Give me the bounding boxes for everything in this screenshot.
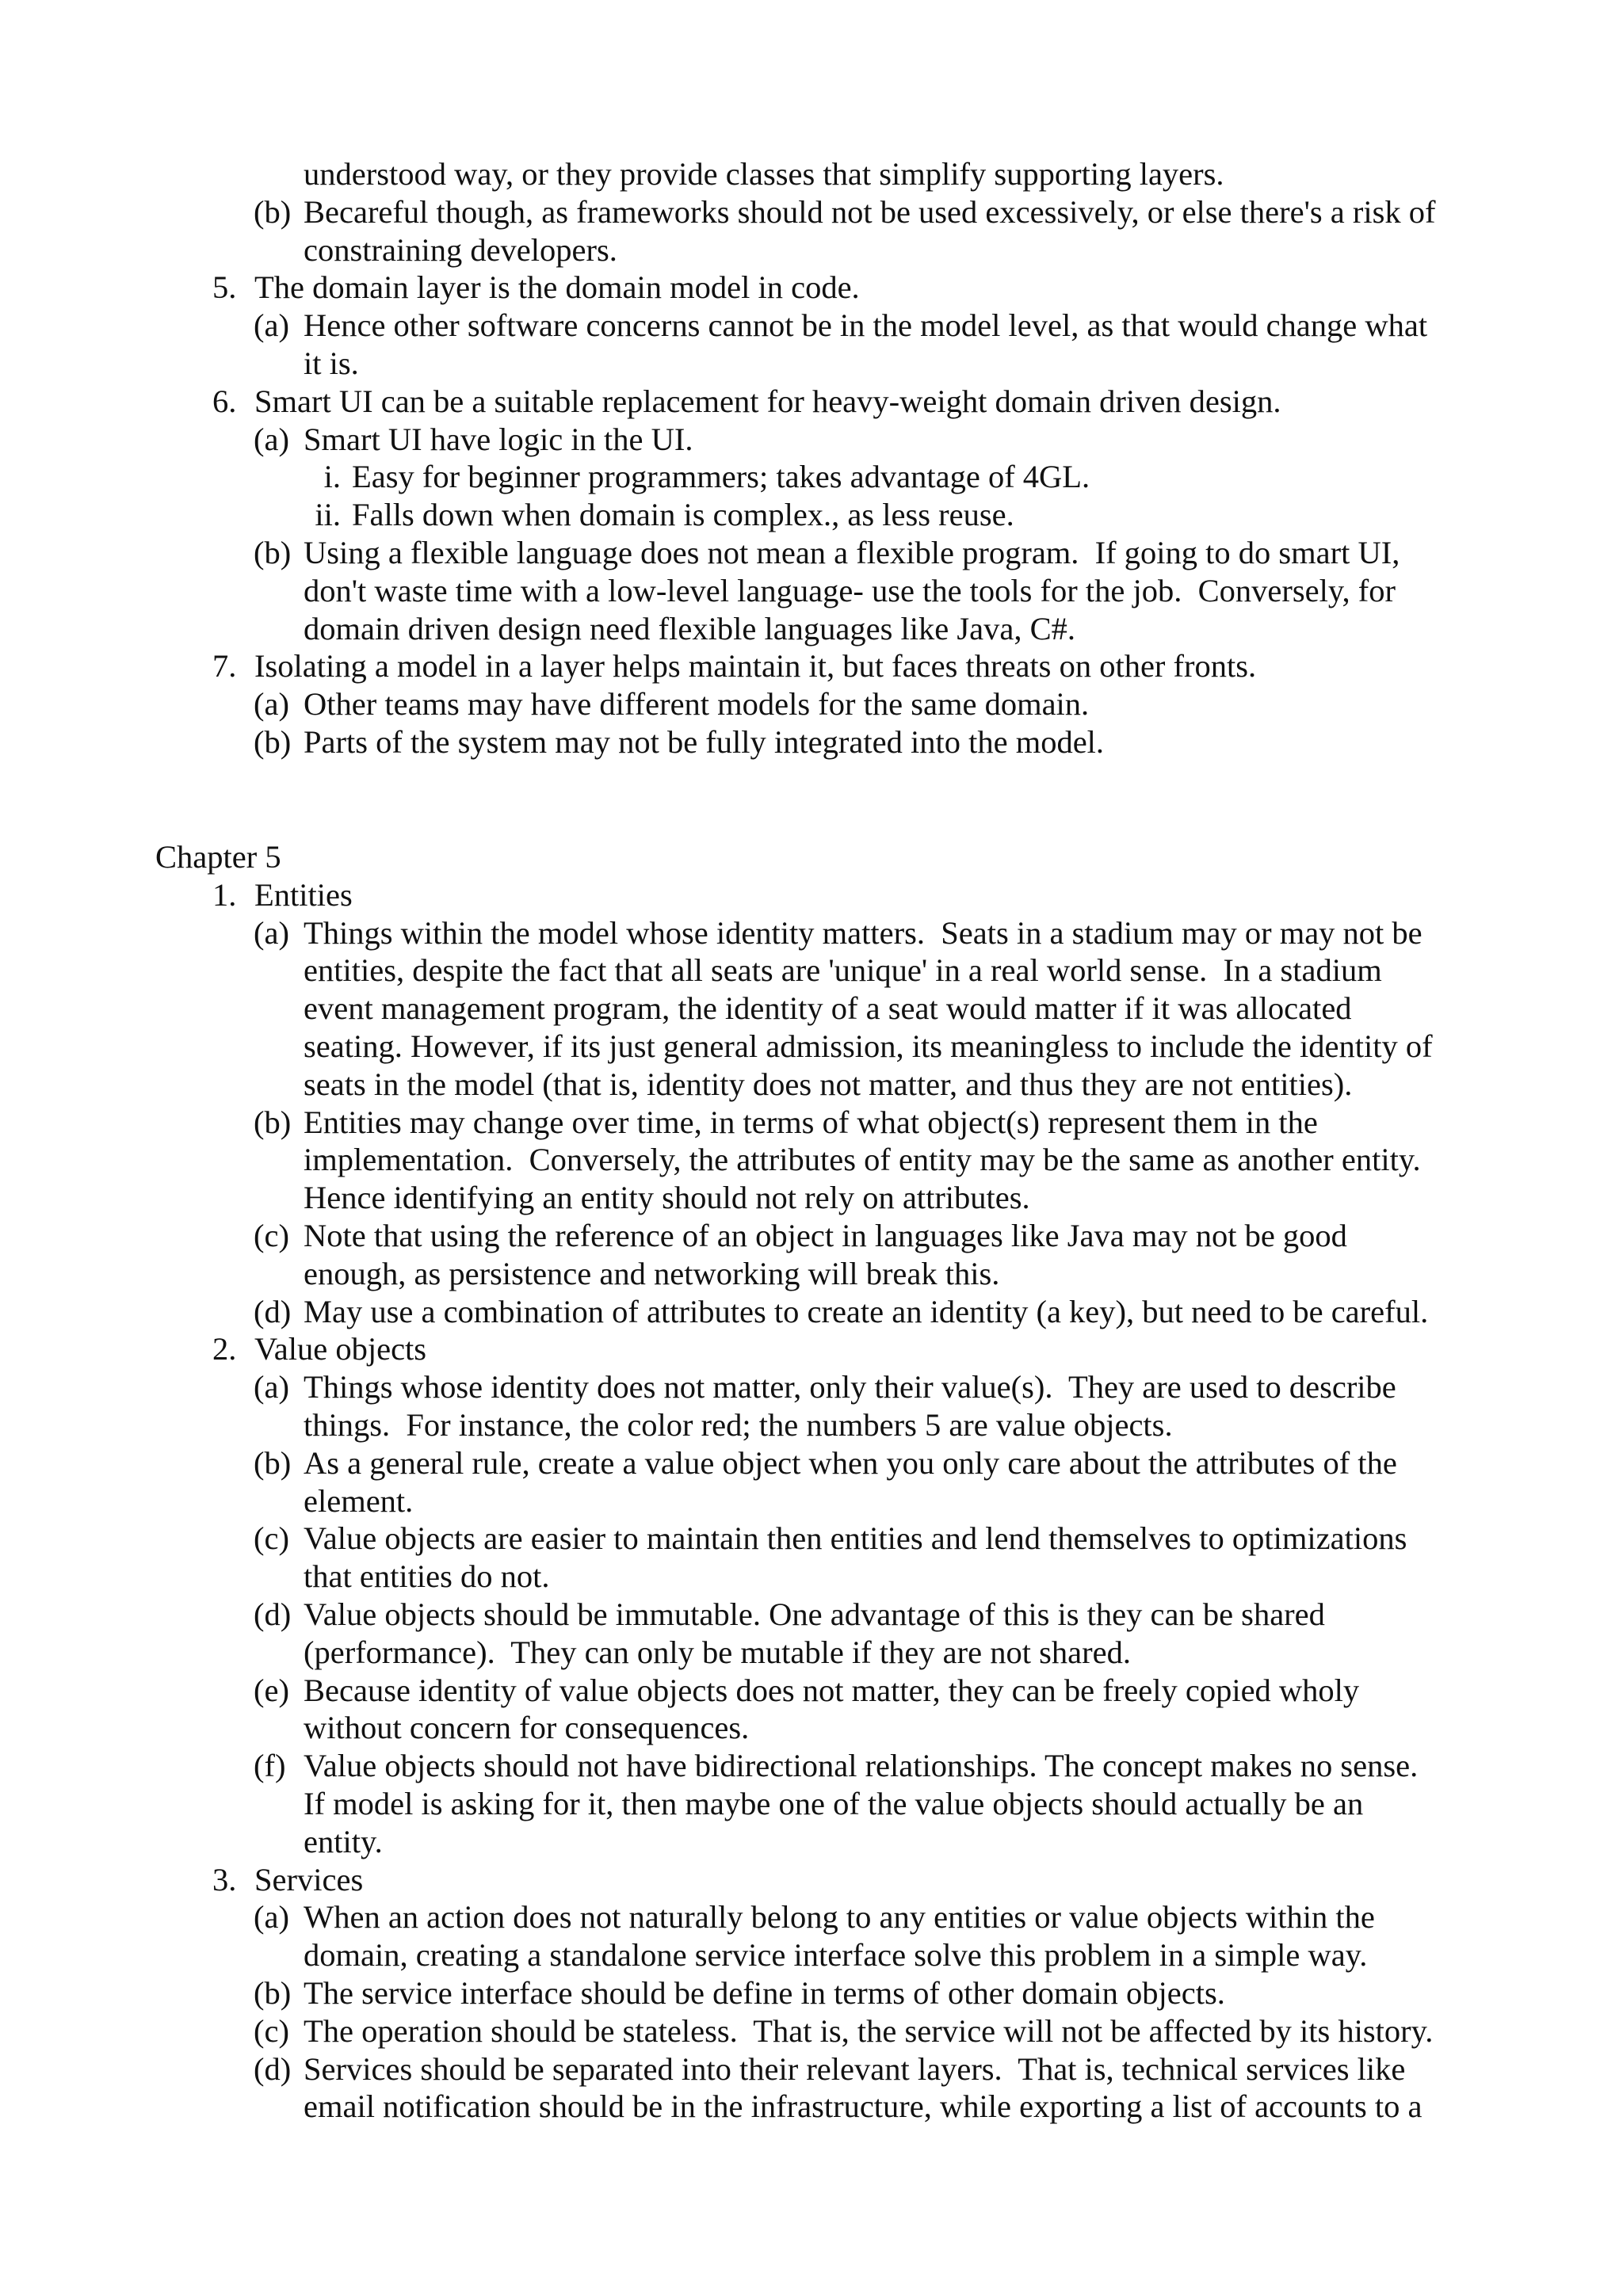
sub-item-text: email notification should be in the infrastructure, while exporting a list of accounts to a — [304, 2088, 1423, 2125]
sub-item-text: Hence identifying an entity should not rely on attributes. — [304, 1180, 1030, 1216]
sub-item-text: implementation. Conversely, the attributes of entity may be the same as another entity. — [304, 1142, 1421, 1178]
sub-item-text: event management program, the identity of a seat would matter if it was allocated — [304, 990, 1352, 1027]
roman-item-text: Easy for beginner programmers; takes advantage of 4GL. — [352, 459, 1090, 495]
numbered-item-text: Value objects — [254, 1331, 427, 1367]
sub-item-text: Services should be separated into their relevant layers. That is, technical services like — [304, 2050, 1406, 2087]
numbered-item-label: 2. — [212, 1331, 237, 1367]
sub-item-label: (a) — [254, 421, 289, 457]
sub-item-label: (c) — [254, 2012, 289, 2049]
numbered-item-text: Smart UI can be a suitable replacement for heavy-weight domain driven design. — [254, 383, 1281, 419]
sub-item-label: (a) — [254, 1369, 289, 1405]
sub-item-text: Using a flexible language does not mean a flexible program. If going to do smart UI, — [304, 535, 1400, 570]
numbered-item-text: Entities — [254, 876, 353, 913]
sub-item-text: enough, as persistence and networking will break this. — [304, 1255, 1000, 1291]
numbered-item-label: 7. — [212, 648, 237, 685]
sub-item-text: seating. However, if its just general admission, its meaningless to include the identity of — [304, 1028, 1433, 1064]
sub-item-label: (a) — [254, 914, 289, 951]
numbered-item-text: Isolating a model in a layer helps maintain it, but faces threats on other fronts. — [254, 648, 1257, 685]
sub-item-text: entities, despite the fact that all seats are 'unique' in a real world sense. In a stadium — [304, 952, 1382, 989]
sub-item-text: element. — [304, 1482, 414, 1519]
sub-item-text: Smart UI have logic in the UI. — [304, 421, 693, 457]
sub-item-text: Value objects should not have bidirectional relationships. The concept makes no sense. — [304, 1748, 1419, 1784]
sub-item-label: (b) — [254, 724, 292, 760]
sub-item-text: Things whose identity does not matter, only their value(s). They are used to describe — [304, 1369, 1396, 1405]
sub-item-text: (performance). They can only be mutable if they are not shared. — [304, 1634, 1131, 1670]
sub-item-text: domain driven design need flexible languages like Java, C#. — [304, 610, 1075, 646]
sub-item-label: (a) — [254, 686, 289, 723]
sub-item-text: Value objects are easier to maintain then entities and lend themselves to optimizations — [304, 1520, 1407, 1557]
sub-item-text: Value objects should be immutable. One advantage of this is they can be shared — [304, 1596, 1325, 1632]
chapter-heading: Chapter 5 — [155, 839, 281, 875]
sub-item-text: that entities do not. — [304, 1558, 550, 1595]
sub-item-label: (a) — [254, 1899, 289, 1936]
sub-item-text: As a general rule, create a value object when you only care about the attributes of the — [304, 1444, 1397, 1481]
sub-item-text: Things within the model whose identity matters. Seats in a stadium may or may not be — [304, 914, 1423, 951]
sub-item-label: (f) — [254, 1748, 286, 1784]
sub-item-label: (c) — [254, 1520, 289, 1557]
sub-item-text: without concern for consequences. — [304, 1710, 750, 1746]
roman-item-label: i. — [323, 459, 341, 495]
sub-item-label: (c) — [254, 1218, 289, 1253]
sub-item-text: Hence other software concerns cannot be in the model level, as that would change what — [304, 307, 1428, 344]
sub-item-label: (a) — [254, 307, 289, 344]
sub-item-text: When an action does not naturally belong to any entities or value objects within the — [304, 1899, 1375, 1936]
sub-item-text: entity. — [304, 1823, 383, 1859]
sub-item-text: Other teams may have different models for the same domain. — [304, 686, 1090, 723]
sub-item-label: (d) — [254, 1596, 292, 1632]
sub-item-text: Parts of the system may not be fully integrated into the model. — [304, 724, 1105, 760]
sub-item-text: Note that using the reference of an object in languages like Java may not be good — [304, 1218, 1347, 1253]
sub-item-text: The service interface should be define in terms of other domain objects. — [304, 1975, 1225, 2011]
numbered-item-label: 1. — [212, 876, 237, 913]
continuation-text: understood way, or they provide classes that simplify supporting layers. — [304, 156, 1224, 192]
sub-item-label: (e) — [254, 1672, 289, 1708]
numbered-item-label: 5. — [212, 269, 237, 306]
numbered-item-text: The domain layer is the domain model in code. — [254, 269, 860, 306]
numbered-item-label: 3. — [212, 1861, 237, 1897]
sub-item-text: Because identity of value objects does not matter, they can be freely copied wholy — [304, 1672, 1360, 1708]
sub-item-label: (b) — [254, 1975, 292, 2011]
sub-item-label: (d) — [254, 1293, 292, 1329]
roman-item-label: ii. — [315, 497, 341, 533]
sub-item-label: (d) — [254, 2050, 292, 2087]
sub-item-text: things. For instance, the color red; the numbers 5 are value objects. — [304, 1407, 1173, 1443]
sub-item-text: don't waste time with a low-level language- use the tools for the job. Conversely, for — [304, 572, 1396, 608]
sub-item-label: (b) — [254, 1104, 292, 1140]
sub-item-text: May use a combination of attributes to create an identity (a key), but need to be careful. — [304, 1293, 1429, 1329]
sub-item-label: (b) — [254, 535, 292, 570]
sub-item-text: The operation should be stateless. That is, the service will not be affected by its history. — [304, 2012, 1434, 2049]
numbered-item-label: 6. — [212, 383, 237, 419]
sub-item-label: (b) — [254, 1444, 292, 1481]
sub-item-text: Entities may change over time, in terms of what object(s) represent them in the — [304, 1104, 1318, 1140]
sub-item-text: constraining developers. — [304, 231, 617, 268]
sub-item-text: If model is asking for it, then maybe one of the value objects should actually be an — [304, 1786, 1364, 1821]
sub-item-text: it is. — [304, 345, 359, 381]
numbered-item-text: Services — [254, 1861, 364, 1897]
sub-item-text: Becareful though, as frameworks should not be used excessively, or else there's a risk of — [304, 193, 1436, 230]
roman-item-text: Falls down when domain is complex., as less reuse. — [352, 497, 1014, 533]
sub-item-label: (b) — [254, 193, 292, 230]
sub-item-text: domain, creating a standalone service interface solve this problem in a simple way. — [304, 1937, 1368, 1974]
sub-item-text: seats in the model (that is, identity does not matter, and thus they are not entities). — [304, 1066, 1353, 1102]
